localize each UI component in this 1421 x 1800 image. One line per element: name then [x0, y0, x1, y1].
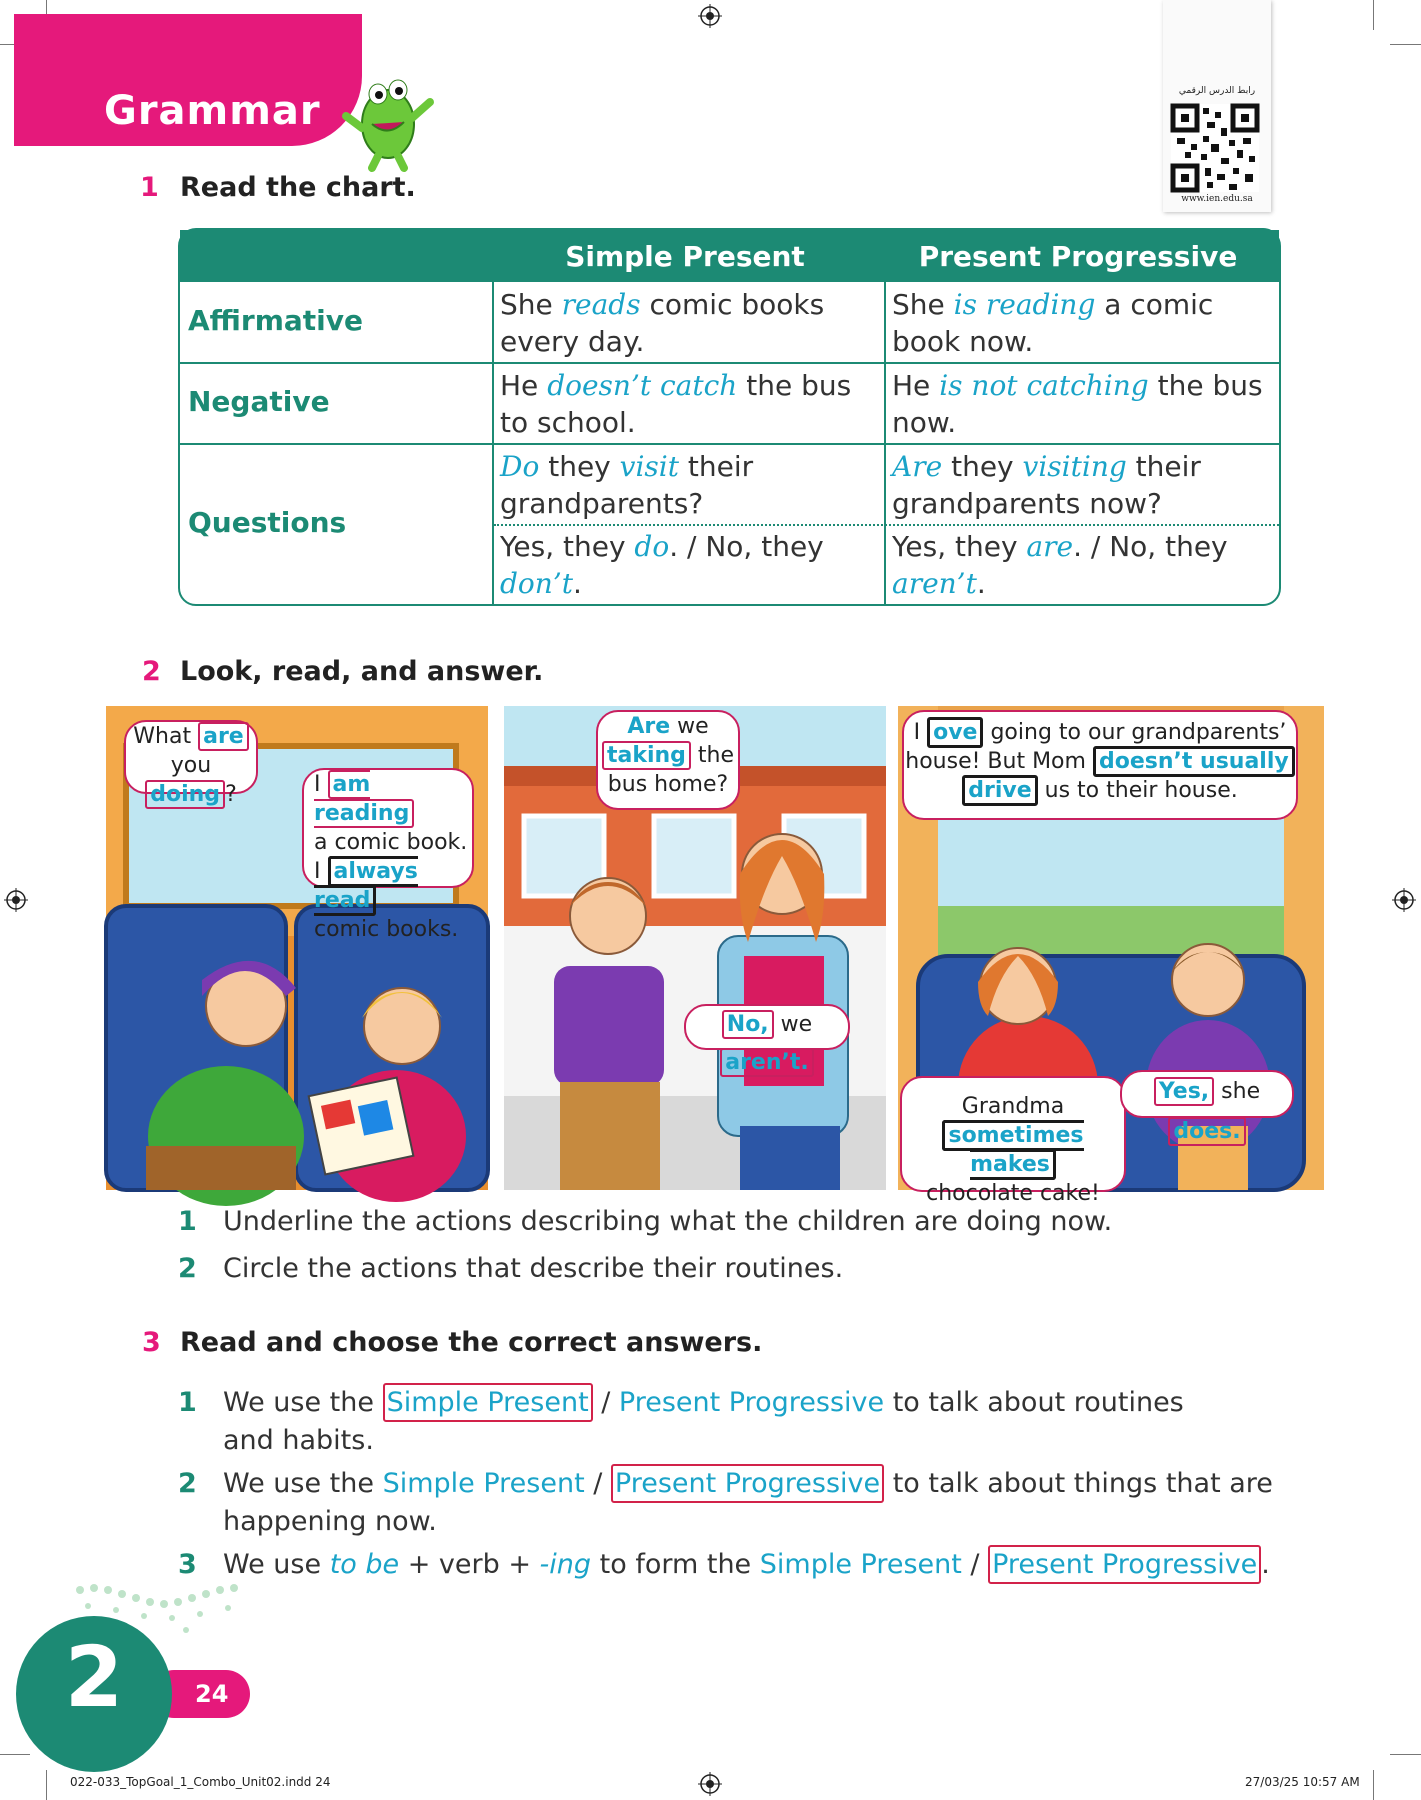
cell-affirmative-present-progressive: She is reading a comic book now.	[892, 288, 1214, 358]
crop-mark	[1390, 1754, 1421, 1755]
speech-bubble: I am reading a comic book. I always read comic books.	[302, 768, 474, 888]
section-1-number: 1	[140, 172, 159, 203]
row-label-questions: Questions	[188, 506, 347, 539]
dotted-divider	[494, 524, 1279, 526]
row-label-negative: Negative	[188, 385, 330, 418]
column-present-progressive: Present Progressive	[918, 240, 1238, 273]
speech-bubble: I ove going to our grandparents’ house! But Mom doesn’t usually drive us to their house.	[902, 710, 1298, 820]
registration-mark-icon	[4, 888, 28, 912]
cell-question-simple-present: Do they visit their grandparents?	[500, 450, 754, 520]
qr-caption: رابط الدرس الرقمي	[1178, 86, 1256, 96]
section-3-number: 3	[142, 1327, 161, 1358]
speech-bubble: Grandma sometimes makes chocolate cake!	[900, 1076, 1126, 1192]
option-present-progressive[interactable]: Present Progressive	[611, 1464, 884, 1503]
speech-bubble: No, we aren’t.	[684, 1004, 850, 1050]
cell-affirmative-simple-present: She reads comic books every day.	[500, 288, 825, 358]
divider	[180, 443, 1279, 445]
qr-url: www.ien.edu.sa	[1181, 194, 1253, 204]
option-present-progressive[interactable]: Present Progressive	[988, 1545, 1261, 1584]
registration-mark-icon	[698, 4, 722, 28]
cell-negative-present-progressive: He is not catching the bus now.	[892, 369, 1263, 439]
list-item: 3 We use to be + verb + -ing to form the Simple Present / Present Progressive .	[178, 1546, 1298, 1584]
option-simple-present[interactable]: Simple Present	[382, 1468, 585, 1499]
speech-bubble: Yes, she does.	[1120, 1070, 1294, 1118]
list-item: 2 We use the Simple Present / Present Progressive to talk about things that are happening now.	[178, 1465, 1298, 1541]
comic-panel-bus	[106, 706, 488, 1190]
section-1-title: Read the chart.	[180, 172, 416, 203]
crop-mark	[1373, 0, 1374, 30]
option-simple-present[interactable]: Simple Present	[759, 1549, 962, 1580]
registration-mark-icon	[1392, 888, 1416, 912]
footer-timestamp: 27/03/25 10:57 AM	[1245, 1775, 1360, 1789]
divider	[180, 362, 1279, 364]
cell-answer-present-progressive: Yes, they are. / No, they aren’t.	[892, 530, 1228, 600]
option-present-progressive[interactable]: Present Progressive	[618, 1387, 885, 1418]
grammar-chart	[178, 228, 1281, 606]
crop-mark	[0, 1754, 30, 1755]
registration-mark-icon	[698, 1772, 722, 1796]
option-simple-present[interactable]: Simple Present	[383, 1383, 593, 1422]
speech-bubble: What are you doing ?	[124, 720, 258, 794]
footer-file-info: 022-033_TopGoal_1_Combo_Unit02.indd 24	[70, 1775, 331, 1789]
column-simple-present: Simple Present	[565, 240, 805, 273]
cell-negative-simple-present: He doesn’t catch the bus to school.	[500, 369, 852, 439]
speech-bubble: Are we taking the bus home?	[596, 710, 740, 810]
comic-panel-car	[898, 706, 1324, 1206]
comic-panel-school	[504, 706, 886, 1190]
section-2-number: 2	[142, 656, 161, 687]
cell-answer-simple-present: Yes, they do. / No, they don’t.	[500, 530, 824, 600]
page-title: Grammar	[104, 88, 321, 134]
crop-mark	[46, 1770, 47, 1800]
page-number: 24	[195, 1680, 229, 1708]
mascot-icon	[342, 58, 434, 170]
row-label-affirmative: Affirmative	[188, 304, 363, 337]
crop-mark	[1390, 44, 1421, 45]
cell-question-present-progressive: Are they visiting their grandparents now?	[892, 450, 1201, 520]
qr-code-icon[interactable]	[1171, 104, 1259, 192]
crop-mark	[1373, 1770, 1374, 1800]
list-item: 1 We use the Simple Present / Present Progressive to talk about routines and habits.	[178, 1384, 1298, 1460]
unit-number: 2	[64, 1628, 124, 1726]
section-2-title: Look, read, and answer.	[180, 656, 544, 687]
section-3-title: Read and choose the correct answers.	[180, 1327, 763, 1358]
